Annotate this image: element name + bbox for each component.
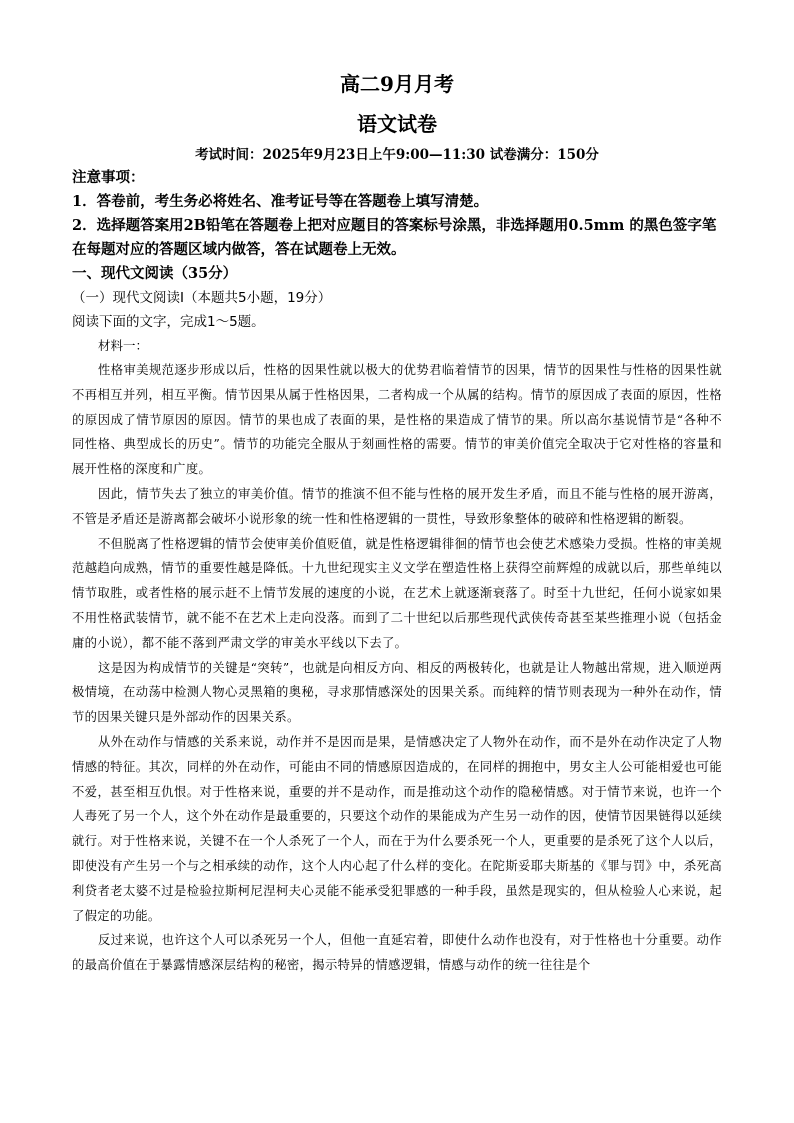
reading-instruction: 阅读下面的文字，完成1～5题。 [72, 314, 265, 330]
exam-page [72, 70, 722, 978]
passage-paragraph-6: 反过来说，也许这个人可以杀死另一个人，但他一直延宕着，即使什么动作也没有，对于性格也十分重要。动作的最高价值在于暴露情感深层结构的秘密，揭示特异的情感逻辑，情感与动作的统一往往是个 [72, 933, 722, 973]
passage-paragraph-1: 性格审美规范逐步形成以后，性格的因果性就以极大的优势君临着情节的因果，情节的因果性与性格的因果性就不再相互并列，相互平衡。情节因果从属于性格因果，二者构成一个从属的结构。情节的原因成了表面的原因，性格的原因成了情节原因的原因。情节的果也成了表面的果，是性格的果造成了情节的果。所以高尔基说情节是“各种不同性格、典型成长的历史”。情节的功能完全服从于刻画性格的需要。情节的审美价值完全取决于它对性格的容量和展开性格的深度和广度。 [72, 363, 722, 477]
passage-paragraph-4: 这是因为构成情节的关键是“突转”，也就是向相反方向、相反的两极转化，也就是让人物越出常规，进入顺逆两极情境，在动荡中检测人物心灵黑箱的奥秘，寻求那情感深处的因果关系。而纯粹的情节则表现为一种外在动作，情节的因果关键只是外部动作的因果关系。 [72, 660, 722, 725]
section-subheading: （一）现代文阅读Ⅰ（本题共5小题，19分） [72, 290, 332, 306]
exam-info-line: 考试时间：2025年9月23日上午9:00—11:30 试卷满分：150分 [195, 147, 599, 163]
notice-item-1: 1．答卷前，考生务必将姓名、准考证号等在答题卷上填写清楚。 [72, 193, 489, 210]
passage-paragraph-2: 因此，情节失去了独立的审美价值。情节的推演不但不能与性格的展开发生矛盾，而且不能与性格的展开游离，不管是矛盾还是游离都会破坏小说形象的统一性和性格逻辑的一贯性，导致形象整体的破碎和性格逻辑的断裂。 [72, 486, 722, 526]
notice-item-2: 2．选择题答案用2B铅笔在答题卷上把对应题目的答案标号涂黑，非选择题用0.5mm 的黑色签字笔在每题对应的答题区域内做答，答在试题卷上无效。 [72, 217, 717, 258]
section-heading: 一、现代文阅读（35分） [72, 265, 238, 282]
notice-heading: 注意事项： [72, 169, 145, 186]
subject-title: 语文试卷 [357, 112, 437, 136]
exam-title: 高二9月月考 [340, 72, 454, 96]
passage-paragraph-5: 从外在动作与情感的关系来说，动作并不是因而是果，是情感决定了人物外在动作，而不是外在动作决定了人物情感的特征。其次，同样的外在动作，可能由不同的情感原因造成的，在同样的拥抱中，男女主人公可能相爱也可能不爱，甚至相互仇恨。对于性格来说，重要的并不是动作，而是推动这个动作的隐秘情感。对于情节来说，也许一个人毒死了另一个人，这个外在动作是最重要的，只要这个动作的果能成为产生另一动作的因，使情节因果链得以延续就行。对于性格来说，关键不在一个人杀死了一个人，而在于为什么要杀死一个人，更重要的是杀死了这个人以后，即使没有产生另一个与之相承续的动作，这个人内心起了什么样的变化。在陀斯妥耶夫斯基的《罪与罚》中，杀死高利贷者老太婆不过是检验拉斯柯尼涅柯夫心灵能不能承受犯罪感的一种手段，虽然是现实的，但从检验人心来说，起了假定的功能。 [72, 734, 722, 923]
material-label: 材料一： [98, 338, 149, 353]
passage-paragraph-3: 不但脱离了性格逻辑的情节会使审美价值贬值，就是性格逻辑徘徊的情节也会使艺术感染力受损。性格的审美规范越趋向成熟，情节的重要性越是降低。十九世纪现实主义文学在塑造性格上获得空前辉煌的成就以后，那些单纯以情节取胜，或者性格的展示赶不上情节发展的速度的小说，在艺术上就逐渐衰落了。时至十九世纪，任何小说家如果不用性格武装情节，就不能不在艺术上走向没落。而到了二十世纪以后那些现代武侠传奇甚至某些推理小说（包括金庸的小说），都不能不落到严肃文学的审美水平线以下去了。 [72, 536, 722, 650]
